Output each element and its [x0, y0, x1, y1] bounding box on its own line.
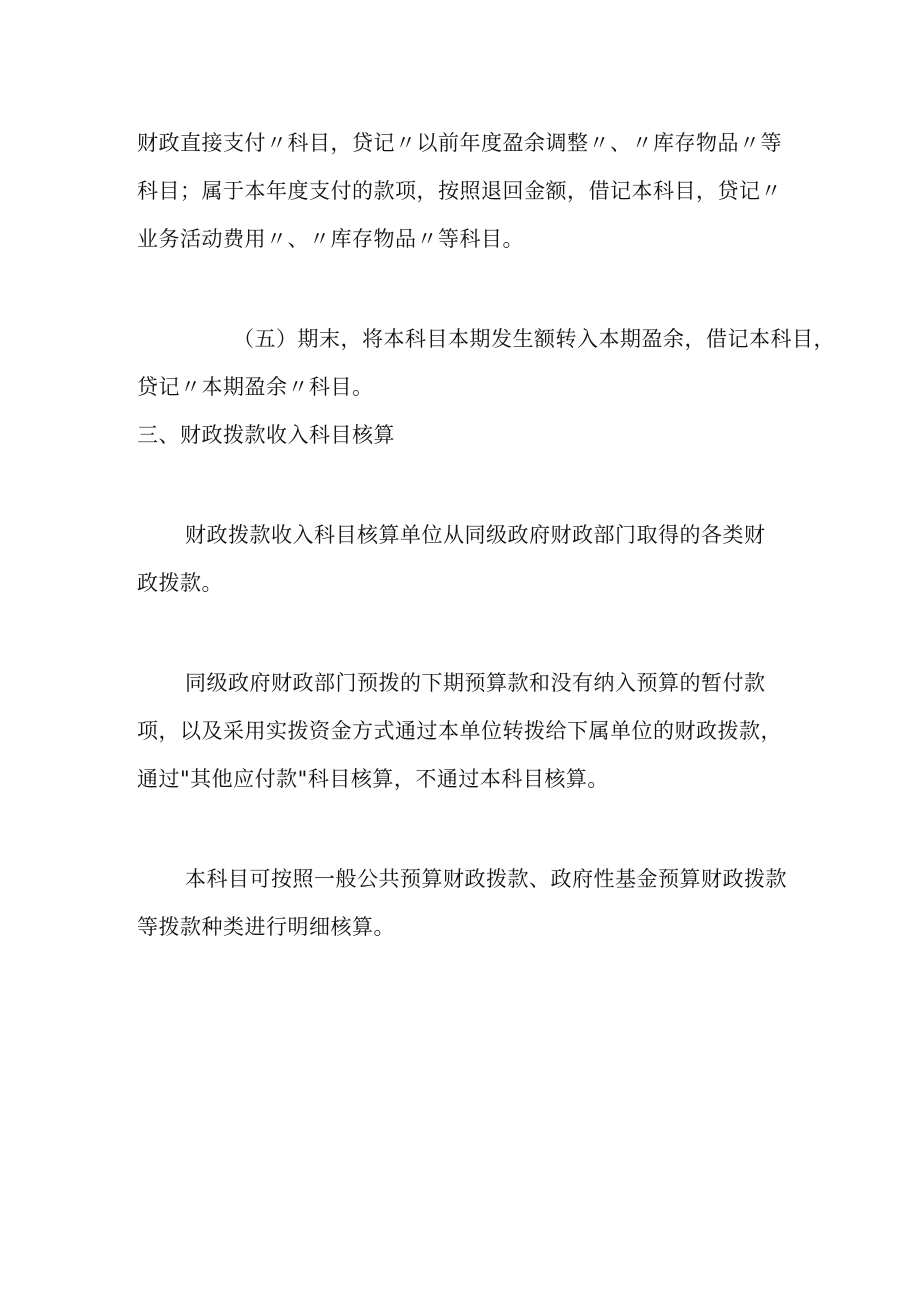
- paragraph-line: 财政直接支付〃科目，贷记〃以前年度盈余调整〃、〃库存物品〃等: [137, 131, 782, 155]
- paragraph-accounting-entries: [137, 119, 797, 263]
- paragraph-line: 等拨款种类进行明细核算。: [137, 915, 395, 939]
- paragraph-exclusions: [137, 659, 797, 803]
- paragraph-period-end: [137, 315, 835, 411]
- paragraph-line: 科目；属于本年度支付的款项，按照退回金额，借记本科目，贷记〃: [137, 179, 782, 203]
- paragraph-line: 项，以及采用实拨资金方式通过本单位转拨给下属单位的财政拨款，: [137, 719, 782, 743]
- paragraph-line: 本科目可按照一般公共预算财政拨款、政府性基金预算财政拨款: [185, 867, 787, 891]
- paragraph-line: 政拨款。: [137, 571, 223, 595]
- document-body: [137, 119, 835, 951]
- paragraph-definition: [137, 511, 797, 607]
- paragraph-line: 财政拨款收入科目核算单位从同级政府财政部门取得的各类财: [185, 523, 766, 547]
- paragraph-line: 贷记〃本期盈余〃科目。: [137, 375, 374, 399]
- section-heading: 三、财政拨款收入科目核算: [137, 423, 395, 447]
- paragraph-line: 同级政府财政部门预拨的下期预算款和没有纳入预算的暂付款: [185, 671, 766, 695]
- paragraph-line: （五）期末，将本科目本期发生额转入本期盈余，借记本科目，: [233, 327, 835, 351]
- paragraph-detail-accounting: [137, 855, 797, 951]
- paragraph-line: 业务活动费用〃、〃库存物品〃等科目。: [137, 227, 524, 251]
- paragraph-line: 通过"其他应付款"科目核算，不通过本科目核算。: [137, 767, 609, 791]
